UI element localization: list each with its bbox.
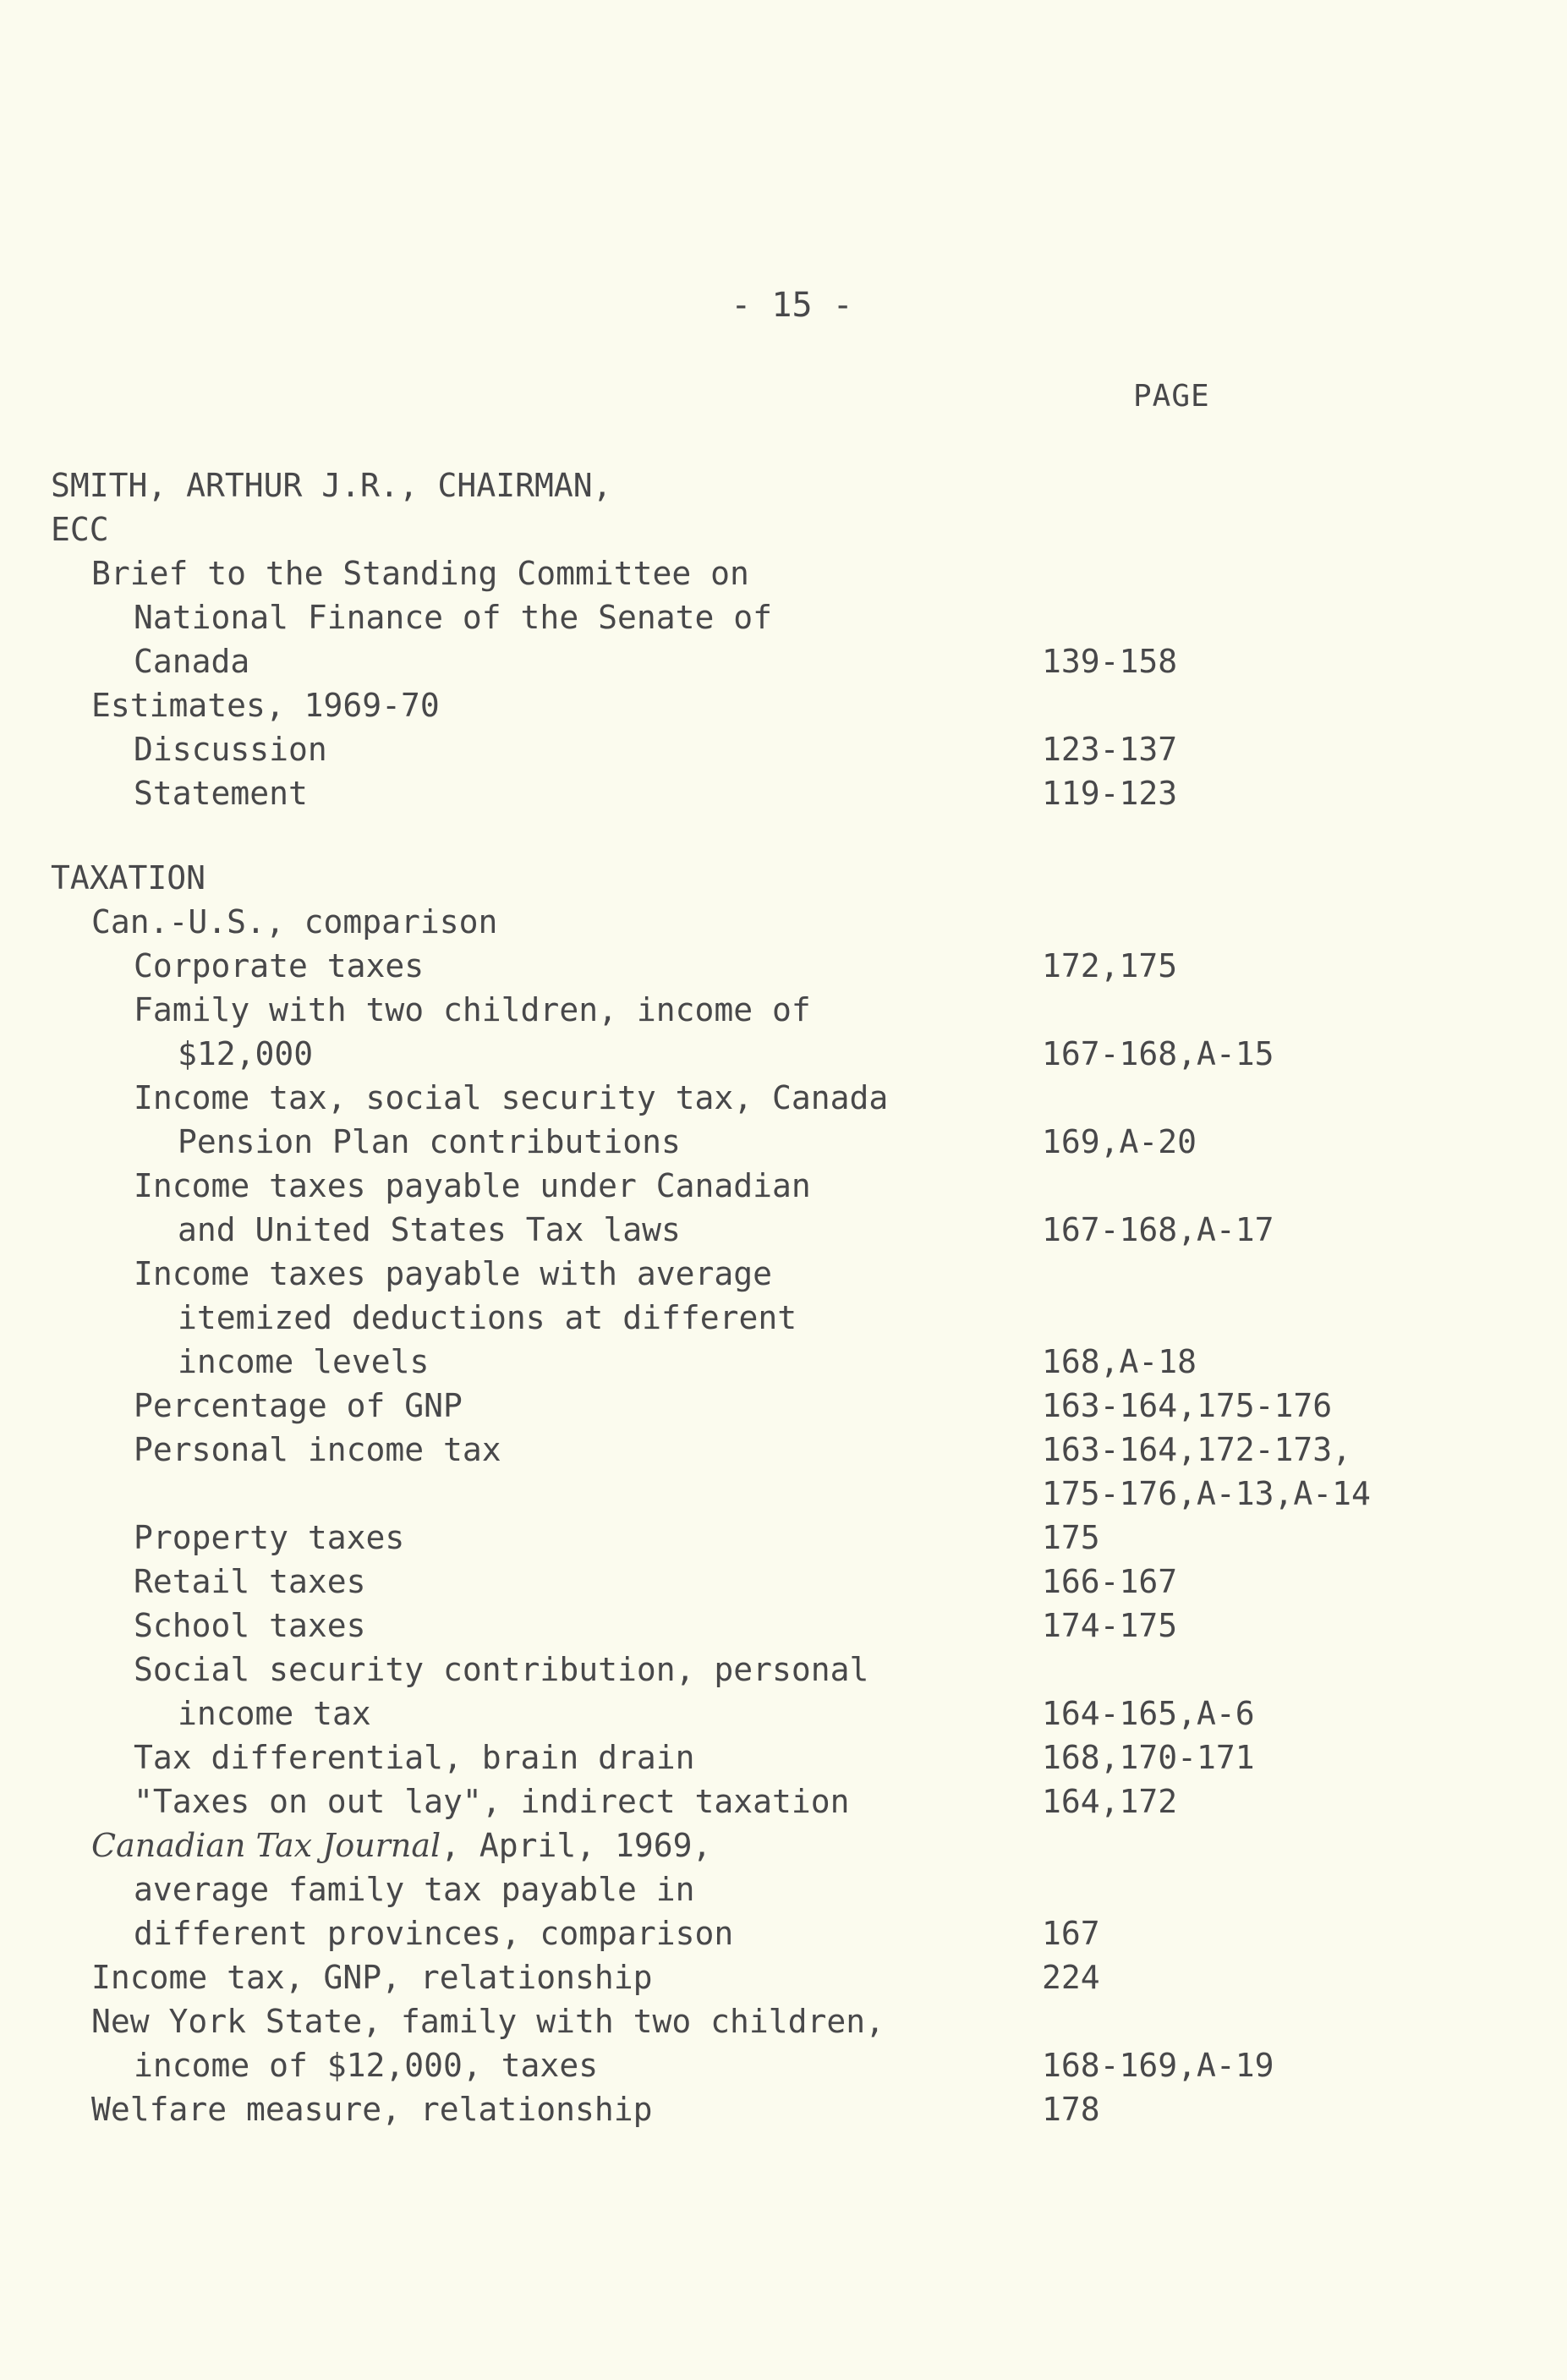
entry-page-ref: 172,175 <box>1042 947 1178 984</box>
entry-page-ref: 224 <box>1042 1959 1100 1996</box>
entry-text: Statement <box>134 775 308 812</box>
index-entry <box>0 507 1567 551</box>
index-entry <box>0 551 1567 595</box>
entry-page-ref: 167-168,A-17 <box>1042 1211 1274 1248</box>
entry-text: New York State, family with two children, <box>91 2003 885 2040</box>
entry-page-ref: 178 <box>1042 2091 1100 2128</box>
index-entry <box>0 1428 1567 1472</box>
index-entry <box>0 1736 1567 1780</box>
index-entry <box>0 1560 1567 1604</box>
entry-text: School taxes <box>134 1607 366 1644</box>
index-entry <box>0 1208 1567 1252</box>
entry-text: Income taxes payable under Canadian <box>134 1167 811 1204</box>
entry-page-ref: 174-175 <box>1042 1607 1178 1644</box>
entry-text: Welfare measure, relationship <box>91 2091 653 2128</box>
entry-text: Brief to the Standing Committee on <box>91 555 749 592</box>
index-entry <box>0 683 1567 727</box>
index-entry <box>0 1780 1567 1823</box>
entry-text: average family tax payable in <box>134 1871 695 1908</box>
entry-text: $12,000 <box>178 1035 314 1072</box>
entry-page-ref: 163-164,172-173, <box>1042 1431 1352 1468</box>
entry-page-ref: 175 <box>1042 1519 1100 1556</box>
entry-page-ref: 166-167 <box>1042 1563 1178 1600</box>
entry-text: National Finance of the Senate of <box>134 599 772 636</box>
page-number: - 15 - <box>731 286 853 325</box>
entry-text: income of $12,000, taxes <box>134 2047 599 2084</box>
page-column-header: PAGE <box>1133 379 1210 414</box>
index-entry <box>0 2043 1567 2087</box>
entry-text: Income tax, social security tax, Canada <box>134 1079 889 1116</box>
entry-text: income levels <box>178 1343 430 1380</box>
entry-text: Retail taxes <box>134 1563 366 1600</box>
index-entry <box>0 1120 1567 1164</box>
entry-text: income tax <box>178 1695 371 1732</box>
entry-text: Percentage of GNP <box>134 1387 463 1424</box>
entry-page-ref: 139-158 <box>1042 643 1178 680</box>
index-entry <box>0 900 1567 944</box>
index-entry <box>0 771 1567 815</box>
entry-text: Income taxes payable with average <box>134 1255 772 1292</box>
entry-page-ref: 164-165,A-6 <box>1042 1695 1255 1732</box>
entry-page-ref: 163-164,175-176 <box>1042 1387 1333 1424</box>
entry-text: ECC <box>51 511 109 548</box>
entry-page-ref: 167-168,A-15 <box>1042 1035 1274 1072</box>
index-entry <box>0 1164 1567 1208</box>
entry-text: Canadian Tax Journal, April, 1969, <box>91 1827 712 1864</box>
index-entry <box>0 1911 1567 1955</box>
index-entry <box>0 1384 1567 1428</box>
index-entry <box>0 2087 1567 2131</box>
index-entry <box>0 1076 1567 1120</box>
entry-page-ref: 123-137 <box>1042 731 1178 768</box>
index-entry <box>0 856 1567 900</box>
entry-text: Income tax, GNP, relationship <box>91 1959 653 1996</box>
entry-page-ref: 168,170-171 <box>1042 1739 1255 1776</box>
index-entry <box>0 1252 1567 1296</box>
entry-page-ref: 164,172 <box>1042 1783 1178 1820</box>
index-entry <box>0 1648 1567 1692</box>
entry-page-ref: 175-176,A-13,A-14 <box>1042 1475 1371 1512</box>
index-entry <box>0 463 1567 507</box>
entry-text: SMITH, ARTHUR J.R., CHAIRMAN, <box>51 467 612 504</box>
index-entry <box>0 1296 1567 1340</box>
index-entry <box>0 595 1567 639</box>
index-entry <box>0 1823 1567 1867</box>
entry-text: Personal income tax <box>134 1431 501 1468</box>
entry-text: different provinces, comparison <box>134 1915 734 1952</box>
entry-text: Canada <box>134 643 250 680</box>
entry-title-italic: Canadian Tax Journal <box>91 1827 441 1864</box>
index-entry <box>0 1472 1567 1516</box>
index-entry <box>0 988 1567 1032</box>
entry-text: Corporate taxes <box>134 947 425 984</box>
entry-page-ref: 168-169,A-19 <box>1042 2047 1274 2084</box>
entry-text: itemized deductions at different <box>178 1299 797 1336</box>
index-entry <box>0 1867 1567 1911</box>
index-entry <box>0 944 1567 988</box>
index-entry <box>0 727 1567 771</box>
entry-text: Estimates, 1969-70 <box>91 687 440 724</box>
entry-text: Pension Plan contributions <box>178 1123 681 1160</box>
entry-page-ref: 168,A-18 <box>1042 1343 1197 1380</box>
entry-text: Family with two children, income of <box>134 991 811 1028</box>
entry-page-ref: 119-123 <box>1042 775 1178 812</box>
entry-text: and United States Tax laws <box>178 1211 681 1248</box>
index-entry <box>0 639 1567 683</box>
entry-text: Can.-U.S., comparison <box>91 903 498 940</box>
entry-text: "Taxes on out lay", indirect taxation <box>134 1783 850 1820</box>
entry-text: Social security contribution, personal <box>134 1651 869 1688</box>
index-entry <box>0 1032 1567 1076</box>
index-entry <box>0 1604 1567 1648</box>
index-entry <box>0 1340 1567 1384</box>
entry-text: Tax differential, brain drain <box>134 1739 695 1776</box>
index-entry <box>0 1516 1567 1560</box>
entry-page-ref: 167 <box>1042 1915 1100 1952</box>
entry-text: TAXATION <box>51 859 206 897</box>
entry-text: Discussion <box>134 731 327 768</box>
entry-page-ref: 169,A-20 <box>1042 1123 1197 1160</box>
index-entry <box>0 1955 1567 1999</box>
index-entry <box>0 1692 1567 1736</box>
entry-text: Property taxes <box>134 1519 405 1556</box>
index-entry <box>0 1999 1567 2043</box>
